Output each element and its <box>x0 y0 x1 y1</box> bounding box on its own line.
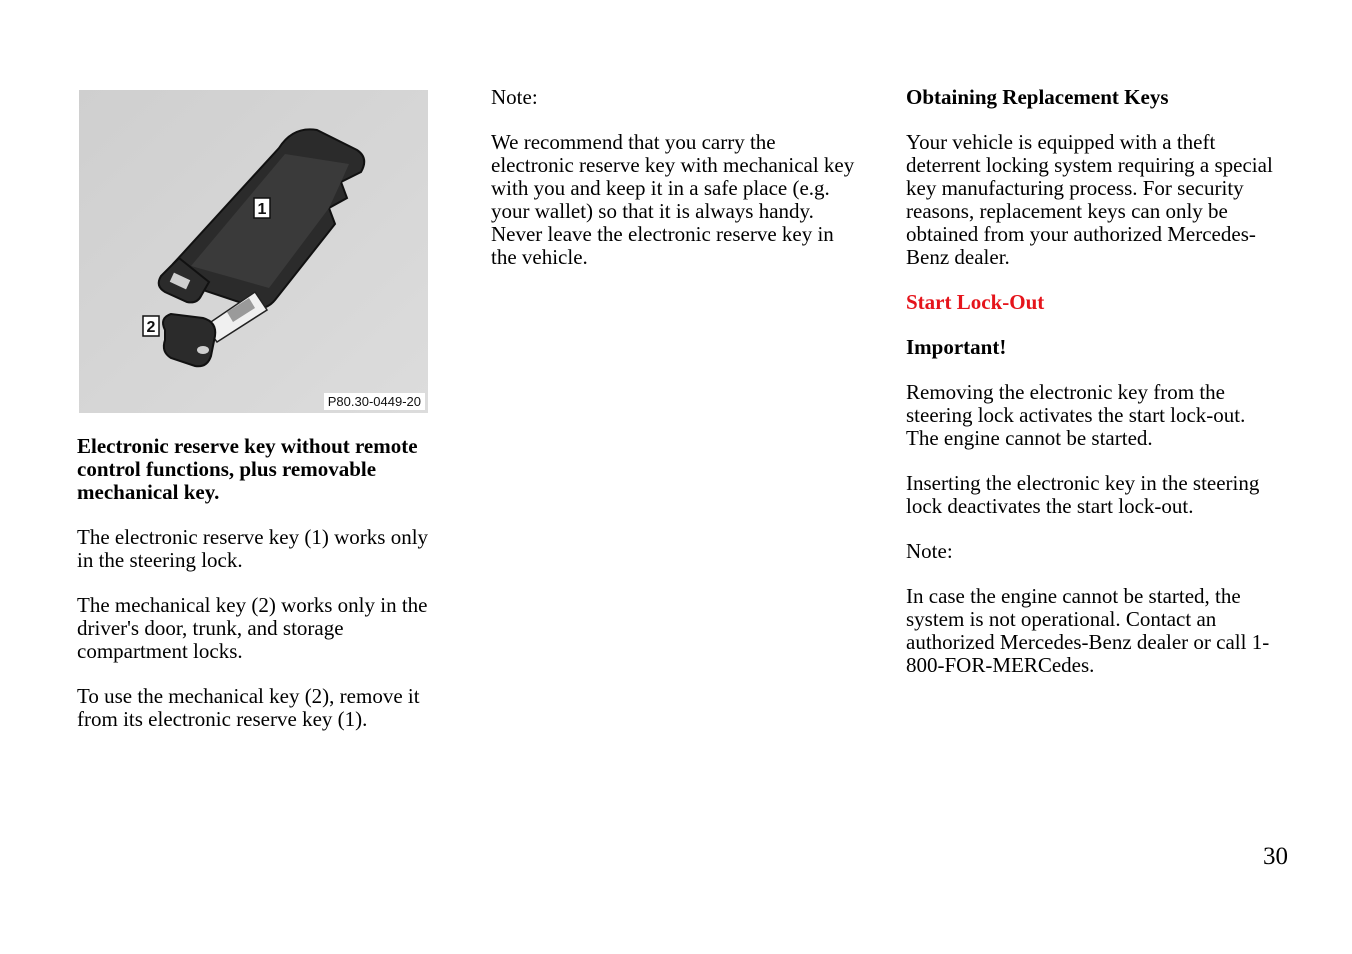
left-paragraph-2: The mechanical key (2) works only in the driver's door, trunk, and storage compartment locks. <box>77 593 428 663</box>
heading-start-lock-out: Start Lock-Out <box>906 290 1045 314</box>
right-paragraph-2: Removing the electronic key from the steering lock activates the start lock-out. The engine cannot be started. <box>906 380 1246 450</box>
left-column <box>77 86 437 753</box>
middle-column <box>491 86 861 291</box>
right-note-label: Note: <box>906 539 953 563</box>
important-label: Important! <box>906 335 1007 359</box>
key-drawing <box>79 90 428 413</box>
page-number: 30 <box>1263 843 1288 870</box>
middle-note-text: We recommend that you carry the electronic reserve key with mechanical key with you and keep it in a safe place (e.g. your wallet) so that it is always handy. Never leave the electronic reserve key in the vehicle. <box>491 130 855 269</box>
right-paragraph-1: Your vehicle is equipped with a theft deterrent locking system requiring a special key manufacturing process. For security reasons, replacement keys can only be obtained from your authorized Mercedes-Benz dealer. <box>906 130 1273 269</box>
middle-note-label: Note: <box>491 85 538 109</box>
heading-replacement-keys: Obtaining Replacement Keys <box>906 85 1169 109</box>
left-paragraph-3: To use the mechanical key (2), remove it from its electronic reserve key (1). <box>77 684 420 731</box>
figure-caption: Electronic reserve key without remote control functions, plus removable mechanical key. <box>77 434 418 504</box>
right-column <box>906 86 1276 699</box>
right-paragraph-3: Inserting the electronic key in the steering lock deactivates the start lock-out. <box>906 471 1260 518</box>
right-paragraph-4: In case the engine cannot be started, the system is not operational. Contact an authorized Mercedes-Benz dealer or call 1-800-FOR-MERCedes. <box>906 584 1270 677</box>
figure-code: P80.30-0449-20 <box>324 393 425 410</box>
callout-1: 1 <box>257 201 267 218</box>
left-paragraph-1: The electronic reserve key (1) works only in the steering lock. <box>77 525 429 572</box>
key-illustration <box>79 90 428 413</box>
callout-2: 2 <box>146 319 156 336</box>
